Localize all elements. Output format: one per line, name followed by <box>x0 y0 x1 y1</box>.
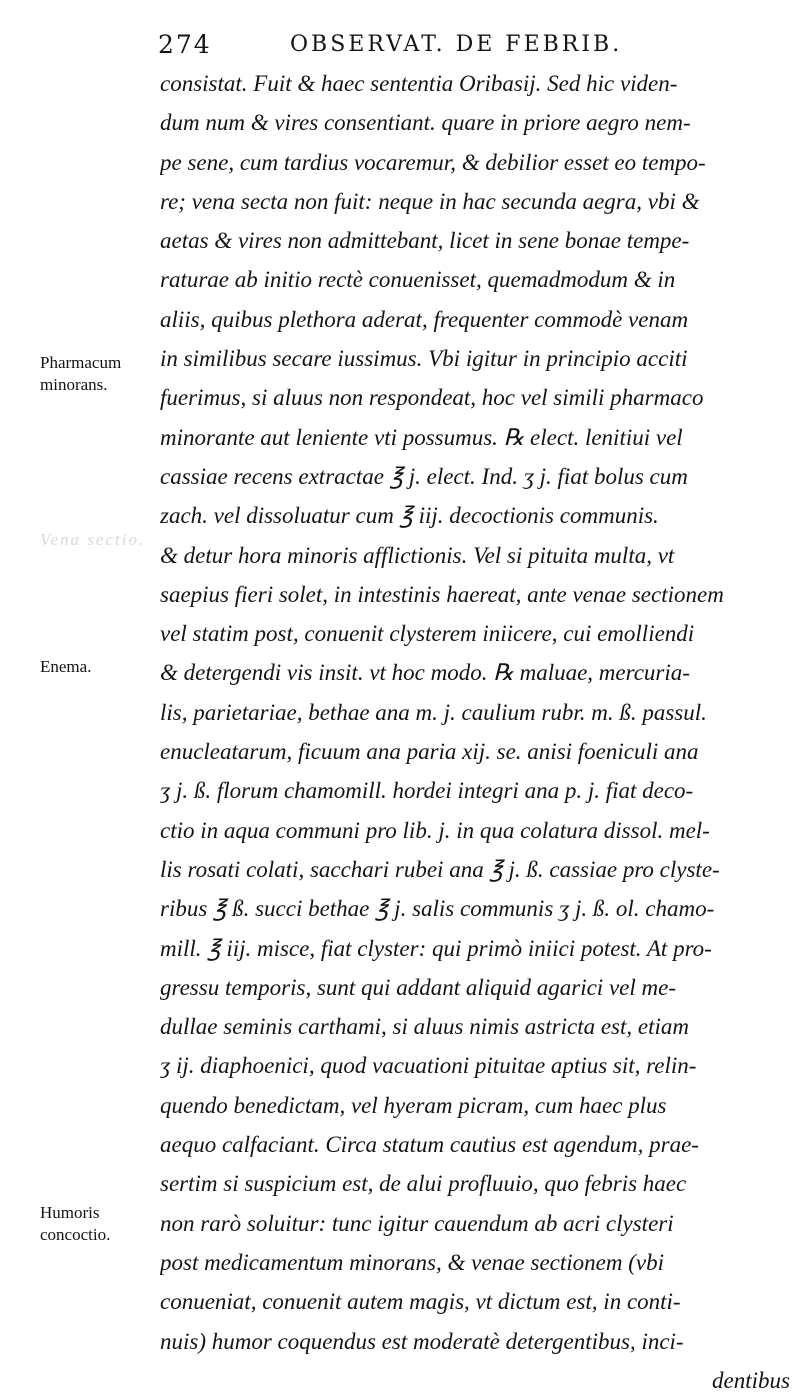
text-line: consistat. Fuit & haec sententia Oribasij. Sed hic viden- <box>160 71 678 96</box>
text-line: & detergendi vis insit. vt hoc modo. ℞ maluae, mercuria- <box>160 660 690 686</box>
margin-note-humoris <box>40 1202 158 1246</box>
text-line: in similibus secare iussimus. Vbi igitur in principio acciti <box>160 346 688 372</box>
running-title: OBSERVAT. DE FEBRIB. <box>290 32 623 57</box>
text-line: sertim si suspicium est, de alui profluuio, quo febris haec <box>160 1171 687 1197</box>
text-line: non rarò soluitur: tunc igitur cauendum ab acri clysteri <box>160 1210 674 1236</box>
text-line: mill. ℥ iij. misce, fiat clyster: qui primò iniici potest. At pro- <box>160 935 712 961</box>
text-line: fuerimus, si aluus non respondeat, hoc vel simili pharmaco <box>160 385 704 411</box>
text-line: conueniat, conuenit autem magis, vt dictum est, in conti- <box>160 1289 681 1315</box>
text-line: vel statim post, conuenit clysterem iniicere, cui emolliendi <box>160 621 695 647</box>
text-line: lis, parietariae, bethae ana m. j. caulium rubr. m. ß. passul. <box>160 699 707 725</box>
text-line: ctio in aqua communi pro lib. j. in qua colatura dissol. mel- <box>160 817 710 843</box>
text-line: aequo calfaciant. Circa statum cautius est agendum, prae- <box>160 1132 699 1158</box>
text-line: aliis, quibus plethora aderat, frequenter commodè venam <box>160 306 689 332</box>
text-line: re; vena secta non fuit: neque in hac secunda aegra, vbi & <box>160 188 700 214</box>
margin-note-line: Pharmacum <box>40 353 122 372</box>
text-line: zach. vel dissoluatur cum ℥ iij. decoctionis communis. <box>160 503 659 529</box>
text-line: dullae seminis carthami, si aluus nimis astricta est, etiam <box>160 1014 689 1040</box>
margin-note-line: minorans. <box>40 375 108 394</box>
text-line: raturae ab initio rectè conuenisset, quemadmodum & in <box>160 267 676 293</box>
margin-note-pharmacum <box>40 352 158 396</box>
text-line: saepius fieri solet, in intestinis haereat, ante venae sectionem <box>160 581 724 607</box>
text-line: quendo benedictam, vel hyeram picram, cum haec plus <box>160 1092 667 1118</box>
text-line: minorante aut leniente vti possumus. ℞ elect. lenitiui vel <box>160 424 683 450</box>
text-line: & detur hora minoris afflictionis. Vel si pituita multa, vt <box>160 542 675 568</box>
text-line: nuis) humor coquendus est moderatè detergentibus, inci- <box>160 1328 684 1354</box>
text-line: pe sene, cum tardius vocaremur, & debilior esset eo tempo- <box>160 149 706 175</box>
text-line: dum num & vires consentiant. quare in priore aegro nem- <box>160 110 691 136</box>
catchword: dentibus <box>712 1367 790 1393</box>
margin-note-line: concoctio. <box>40 1225 111 1244</box>
text-line: aetas & vires non admittebant, licet in sene bonae tempe- <box>160 228 690 254</box>
text-line: gressu temporis, sunt qui addant aliquid agarici vel me- <box>160 974 676 1000</box>
margin-note-enema <box>40 656 158 678</box>
text-line: cassiae recens extractae ℥ j. elect. Ind. ʒ j. fiat bolus cum <box>160 463 688 489</box>
page-number: 274 <box>158 30 212 59</box>
bleed-through-text: Vena sectio. <box>40 530 146 549</box>
margin-note-line: Enema. <box>40 657 92 676</box>
body-text <box>160 64 790 1400</box>
text-line: enucleatarum, ficuum ana paria xij. se. anisi foeniculi ana <box>160 739 699 765</box>
text-line: ribus ℥ ß. succi bethae ℥ j. salis communis ʒ j. ß. ol. chamo- <box>160 896 715 922</box>
page-header <box>158 30 788 62</box>
text-line: ʒ ij. diaphoenici, quod vacuationi pituitae aptius sit, relin- <box>160 1053 697 1079</box>
text-line: ʒ j. ß. florum chamomill. hordei integri ana p. j. fiat deco- <box>160 778 694 804</box>
text-line: lis rosati colati, sacchari rubei ana ℥ j. ß. cassiae pro clyste- <box>160 856 720 882</box>
margin-note-line: Humoris <box>40 1203 100 1222</box>
text-line: post medicamentum minorans, & venae sectionem (vbi <box>160 1249 664 1275</box>
